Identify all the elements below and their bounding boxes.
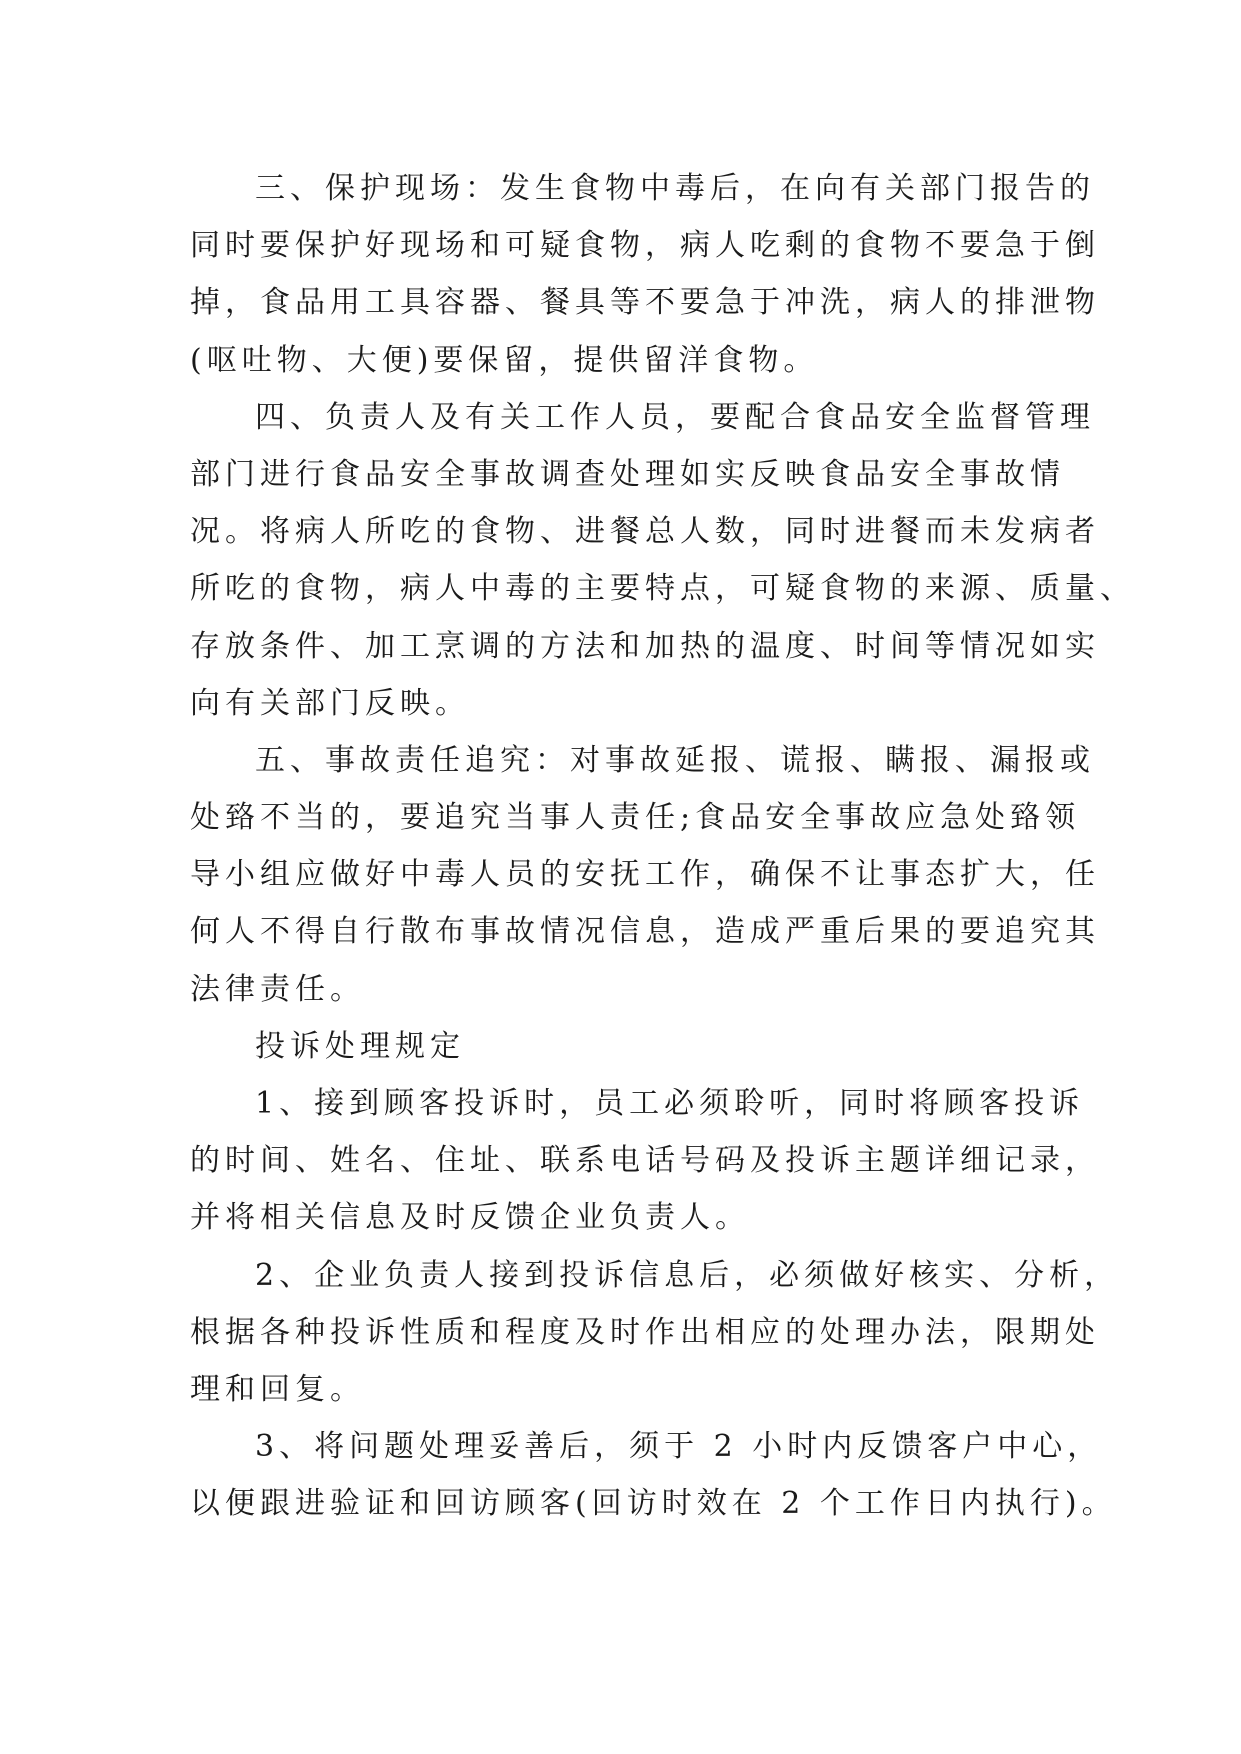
- text-line: (呕吐物、大便)要保留，提供留洋食物。: [190, 342, 819, 378]
- text-line: 法律责任。: [190, 971, 365, 1007]
- text-line: 导小组应做好中毒人员的安抚工作，确保不让事态扩大，任: [190, 857, 1100, 893]
- document-body: [190, 160, 1135, 1533]
- text-line: 向有关部门反映。: [190, 685, 470, 721]
- text-line: 以便跟进验证和回访顾客(回访时效在 2 个工作日内执行)。: [190, 1486, 1117, 1522]
- text-line: 的时间、姓名、住址、联系电话号码及投诉主题详细记录，: [190, 1143, 1100, 1179]
- text-line: 根据各种投诉性质和程度及时作出相应的处理办法，限期处: [190, 1314, 1100, 1350]
- text-line: 3、将问题处理妥善后，须于 2 小时内反馈客户中心，: [255, 1429, 1103, 1465]
- text-line: 理和回复。: [190, 1371, 365, 1407]
- section-heading: 投诉处理规定: [255, 1028, 465, 1064]
- text-line: 处臵不当的，要追究当事人责任;食品安全事故应急处臵领: [190, 800, 1081, 836]
- text-line: 并将相关信息及时反馈企业负责人。: [190, 1200, 750, 1236]
- text-line: 五、事故责任追究：对事故延报、谎报、瞒报、漏报或: [255, 742, 1095, 778]
- text-line: 所吃的食物，病人中毒的主要特点，可疑食物的来源、质量、: [190, 571, 1135, 607]
- text-line: 同时要保护好现场和可疑食物，病人吃剩的食物不要急于倒: [190, 228, 1100, 264]
- text-line: 四、负责人及有关工作人员，要配合食品安全监督管理: [255, 399, 1095, 435]
- text-line: 何人不得自行散布事故情况信息，造成严重后果的要追究其: [190, 914, 1100, 950]
- text-line: 三、保护现场：发生食物中毒后，在向有关部门报告的: [255, 171, 1095, 206]
- text-line: 况。将病人所吃的食物、进餐总人数，同时进餐而未发病者: [190, 514, 1100, 550]
- text-line: 部门进行食品安全事故调查处理如实反映食品安全事故情: [190, 456, 1065, 492]
- text-line: 存放条件、加工烹调的方法和加热的温度、时间等情况如实: [190, 628, 1100, 664]
- text-line: 1、接到顾客投诉时，员工必须聆听，同时将顾客投诉: [255, 1086, 1085, 1121]
- text-line: 掉，食品用工具容器、餐具等不要急于冲洗，病人的排泄物: [190, 285, 1100, 321]
- text-line: 2、企业负责人接到投诉信息后，必须做好核实、分析，: [255, 1257, 1120, 1293]
